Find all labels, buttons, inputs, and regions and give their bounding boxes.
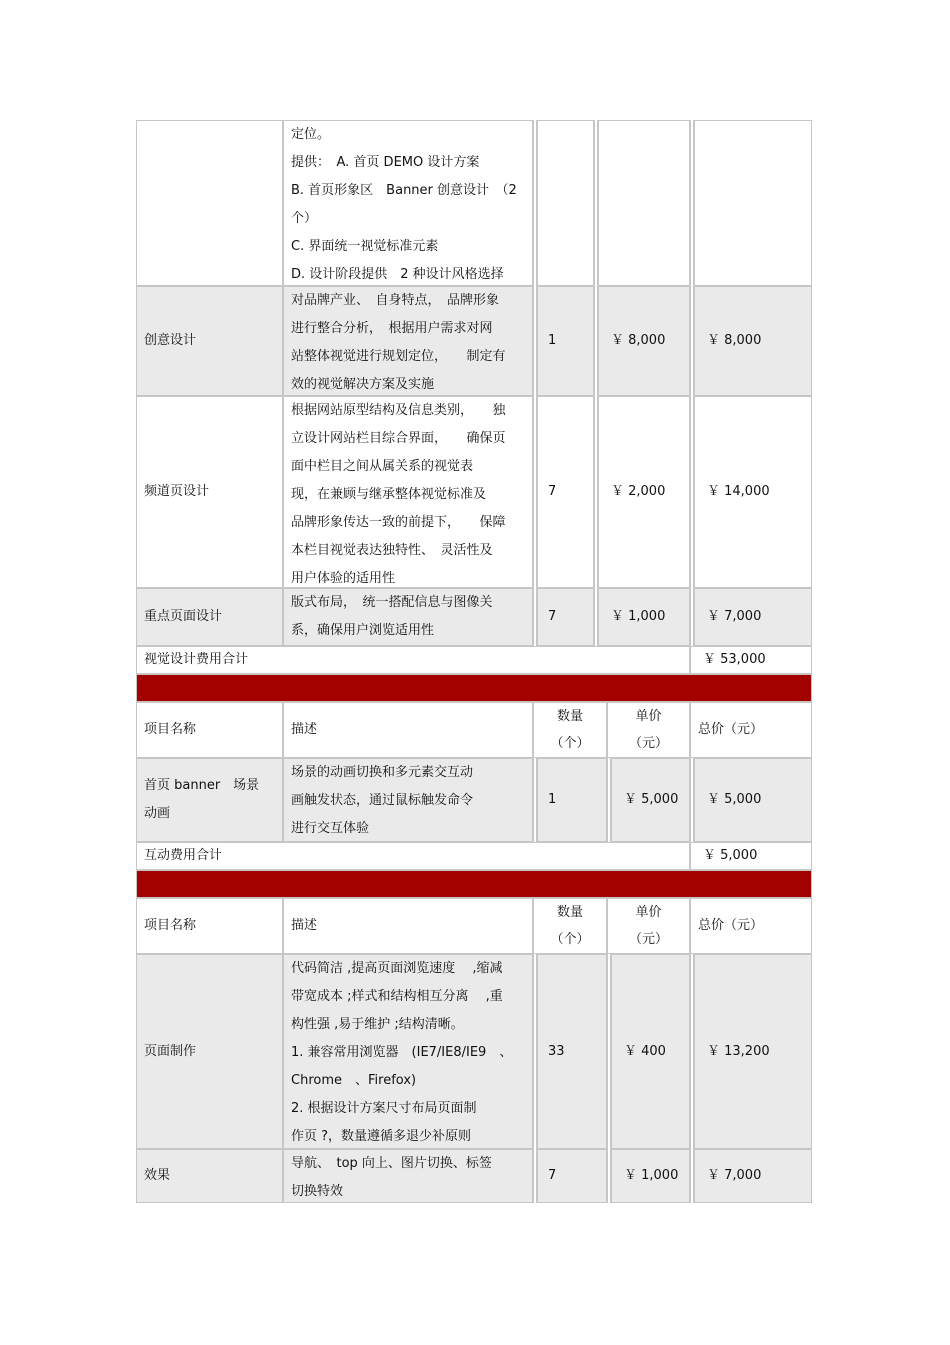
table-row: [136, 588, 812, 646]
section-divider-band: [136, 674, 812, 702]
header-unit-price: 单价 （元）: [607, 898, 690, 954]
quantity-cell: 33: [537, 954, 607, 1149]
subtotal-value: ￥ 53,000: [690, 646, 812, 674]
description-line: 作页 ?，数量遵循多退少补原则: [291, 1129, 472, 1144]
header-total-price: 总价（元）: [690, 898, 812, 954]
header-unit-price: 单价 （元）: [607, 702, 690, 758]
description-line: 品牌形象传达一致的前提下， 保障: [291, 515, 506, 530]
unit-price-cell: ￥ 400: [611, 954, 690, 1149]
description-line: 进行交互体验: [291, 821, 370, 836]
description-line: 对品牌产业、 自身特点， 品牌形象: [291, 293, 500, 308]
description-line: 进行整合分析， 根据用户需求对网: [291, 321, 493, 336]
table-header-row: [136, 702, 812, 758]
unit-price-cell: ￥ 1,000: [611, 1149, 690, 1203]
unit-price-cell: ￥ 8,000: [598, 286, 690, 396]
header-description: 描述: [283, 898, 533, 954]
unit-price-cell: ￥ 2,000: [598, 396, 690, 588]
total-price-cell: ￥ 8,000: [694, 286, 812, 396]
description-line: C. 界面统一视觉标准元素: [291, 239, 439, 254]
subtotal-label: 互动费用合计: [136, 842, 690, 870]
header-quantity: 数量 （个）: [533, 702, 607, 758]
total-price-cell: ￥ 7,000: [694, 588, 812, 646]
description-line: 用户体验的适用性: [291, 571, 396, 586]
unit-price-cell: [598, 120, 690, 286]
description-cell: [283, 588, 533, 646]
item-name-cell: 页面制作: [136, 954, 283, 1149]
description-line: 个）: [291, 211, 318, 226]
description-line: 切换特效: [291, 1184, 344, 1199]
table-row: [136, 954, 812, 1149]
table-row: [136, 286, 812, 396]
description-line: 立设计网站栏目综合界面， 确保页: [291, 431, 506, 446]
unit-price-cell: ￥ 1,000: [598, 588, 690, 646]
subtotal-label: 视觉设计费用合计: [136, 646, 690, 674]
header-item-name: 项目名称: [136, 898, 283, 954]
quantity-cell: 7: [537, 396, 594, 588]
description-line: 本栏目视觉表达独特性、 灵活性及: [291, 543, 493, 558]
quantity-cell: 7: [537, 1149, 607, 1203]
table-row: [136, 1149, 812, 1203]
description-line: D. 设计阶段提供 2 种设计风格选择: [291, 267, 504, 282]
description-line: 站整体视觉进行规划定位， 制定有: [291, 349, 506, 364]
item-name-cell: 频道页设计: [136, 396, 283, 588]
description-line: 带宽成本 ;样式和结构相互分离 ,重: [291, 989, 503, 1004]
description-line: 构性强 ,易于维护 ;结构清晰。: [291, 1017, 464, 1032]
description-line: 版式布局， 统一搭配信息与图像关: [291, 595, 493, 610]
total-price-cell: ￥ 7,000: [694, 1149, 812, 1203]
item-name-cell: 重点页面设计: [136, 588, 283, 646]
total-price-cell: ￥ 13,200: [694, 954, 812, 1149]
description-cell: [283, 120, 533, 286]
quantity-cell: 7: [537, 588, 594, 646]
table-row: [136, 120, 812, 286]
description-line: 面中栏目之间从属关系的视觉表: [291, 459, 474, 474]
table-row: [136, 758, 812, 842]
item-name-cell: 创意设计: [136, 286, 283, 396]
item-name-cell: 效果: [136, 1149, 283, 1203]
description-line: 2. 根据设计方案尺寸布局页面制: [291, 1101, 477, 1116]
description-line: 导航、 top 向上、图片切换、标签: [291, 1156, 492, 1171]
header-total-price: 总价（元）: [690, 702, 812, 758]
description-line: 效的视觉解决方案及实施: [291, 377, 435, 392]
quantity-cell: 1: [537, 286, 594, 396]
description-cell: [283, 396, 533, 588]
header-quantity: 数量 （个）: [533, 898, 607, 954]
item-name-cell: 首页 banner 场景 动画: [136, 758, 283, 842]
description-cell: [283, 286, 533, 396]
description-line: 系，确保用户浏览适用性: [291, 623, 435, 638]
quantity-cell: 1: [537, 758, 607, 842]
description-line: 定位。: [291, 127, 331, 142]
total-price-cell: [694, 120, 812, 286]
subtotal-row: [136, 842, 812, 870]
quantity-cell: [537, 120, 594, 286]
table-row: [136, 396, 812, 588]
description-line: 画触发状态，通过鼠标触发命令: [291, 793, 474, 808]
header-item-name: 项目名称: [136, 702, 283, 758]
subtotal-value: ￥ 5,000: [690, 842, 812, 870]
total-price-cell: ￥ 5,000: [694, 758, 812, 842]
description-line: Chrome 、Firefox): [291, 1073, 417, 1088]
description-line: 现，在兼顾与继承整体视觉标准及: [291, 487, 487, 502]
item-name-cell: [136, 120, 283, 286]
description-line: 提供： A. 首页 DEMO 设计方案: [291, 155, 480, 170]
description-cell: [283, 1149, 533, 1203]
subtotal-row: [136, 646, 812, 674]
description-cell: [283, 758, 533, 842]
description-line: 代码简洁 ,提高页面浏览速度 ,缩减: [291, 961, 503, 976]
total-price-cell: ￥ 14,000: [694, 396, 812, 588]
description-line: 根据网站原型结构及信息类别， 独: [291, 403, 506, 418]
description-line: B. 首页形象区 Banner 创意设计 （2: [291, 183, 517, 198]
section-divider-band: [136, 870, 812, 898]
header-description: 描述: [283, 702, 533, 758]
table-header-row: [136, 898, 812, 954]
description-line: 场景的动画切换和多元素交互动: [291, 765, 474, 780]
description-line: 1. 兼容常用浏览器 (IE7/IE8/IE9 、: [291, 1045, 513, 1060]
unit-price-cell: ￥ 5,000: [611, 758, 690, 842]
quotation-table: [136, 120, 812, 1203]
description-cell: [283, 954, 533, 1149]
